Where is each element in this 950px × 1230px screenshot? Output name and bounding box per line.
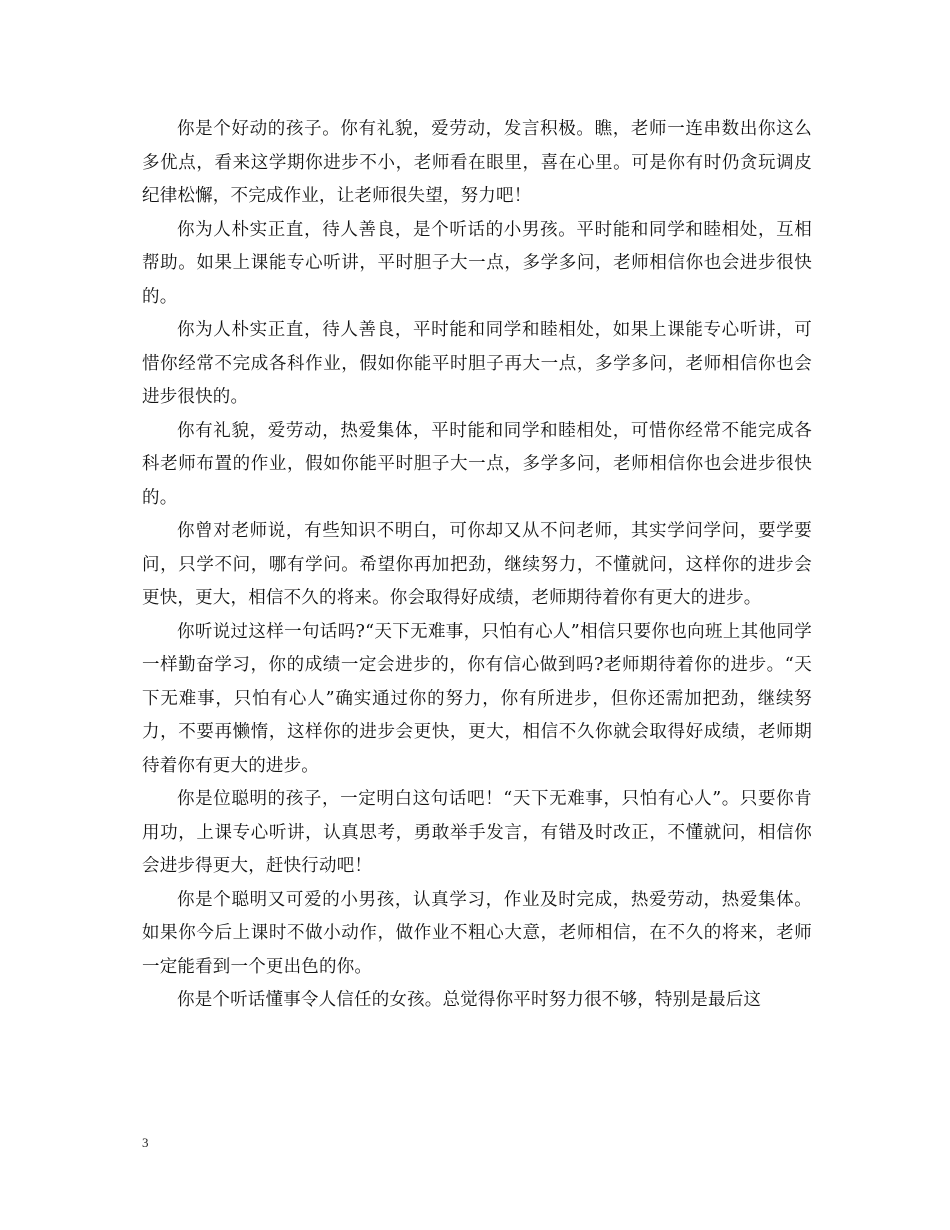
comment-paragraph-3: 你为人朴实正直，待人善良，平时能和同学和睦相处，如果上课能专心听讲，可惜你经常不完成各科作业，假如你能平时胆子再大一点，多学多问，老师相信你也会进步很快的。: [142, 320, 812, 407]
comment-paragraph-7: 你是位聪明的孩子，一定明白这句话吧！“天下无难事，只怕有心人”。只要你肯用功，上课专心听讲，认真思考，勇敢举手发言，有错及时改正，不懂就问，相信你会进步得更大，赶快行动吧！: [142, 789, 812, 876]
comment-paragraph-8: 你是个聪明又可爱的小男孩，认真学习，作业及时完成，热爱劳动，热爱集体。如果你今后上课时不做小动作，做作业不粗心大意，老师相信，在不久的将来，老师一定能看到一个更出色的你。: [142, 889, 812, 977]
comment-paragraph-5: 你曾对老师说，有些知识不明白，可你却又从不问老师，其实学问学问，要学要问，只学不问，哪有学问。希望你再加把劲，继续努力，不懂就问，这样你的进步会更快，更大，相信不久的将来。你会取得好成绩，老师期待着你有更大的进步。: [142, 521, 812, 608]
document-body: [142, 113, 812, 1018]
page-number: 3: [142, 1135, 149, 1150]
comment-paragraph-2: 你为人朴实正直，待人善良，是个听话的小男孩。平时能和同学和睦相处，互相帮助。如果上课能专心听讲，平时胆子大一点，多学多问，老师相信你也会进步很快的。: [142, 219, 812, 307]
comment-paragraph-6: 你听说过这样一句话吗?“天下无难事，只怕有心人”相信只要你也向班上其他同学一样勤奋学习，你的成绩一定会进步的，你有信心做到吗?老师期待着你的进步。“天下无难事，只怕有心人”确实通过你的努力，你有所进步，但你还需加把劲，继续努力，不要再懒惰，这样你的进步会更快，更大，相信不久你就会取得好成绩，老师期待着你有更大的进步。: [142, 621, 812, 776]
comment-paragraph-1: 你是个好动的孩子。你有礼貌，爱劳动，发言积极。瞧，老师一连串数出你这么多优点，看来这学期你进步不小，老师看在眼里，喜在心里。可是你有时仍贪玩调皮纪律松懈，不完成作业，让老师很失望，努力吧！: [142, 119, 812, 206]
comment-paragraph-4: 你有礼貌，爱劳动，热爱集体，平时能和同学和睦相处，可惜你经常不能完成各科老师布置的作业，假如你能平时胆子大一点，多学多问，老师相信你也会进步很快的。: [142, 420, 812, 508]
comment-paragraph-9: 你是个听话懂事令人信任的女孩。总觉得你平时努力很不够，特别是最后这: [177, 990, 762, 1010]
